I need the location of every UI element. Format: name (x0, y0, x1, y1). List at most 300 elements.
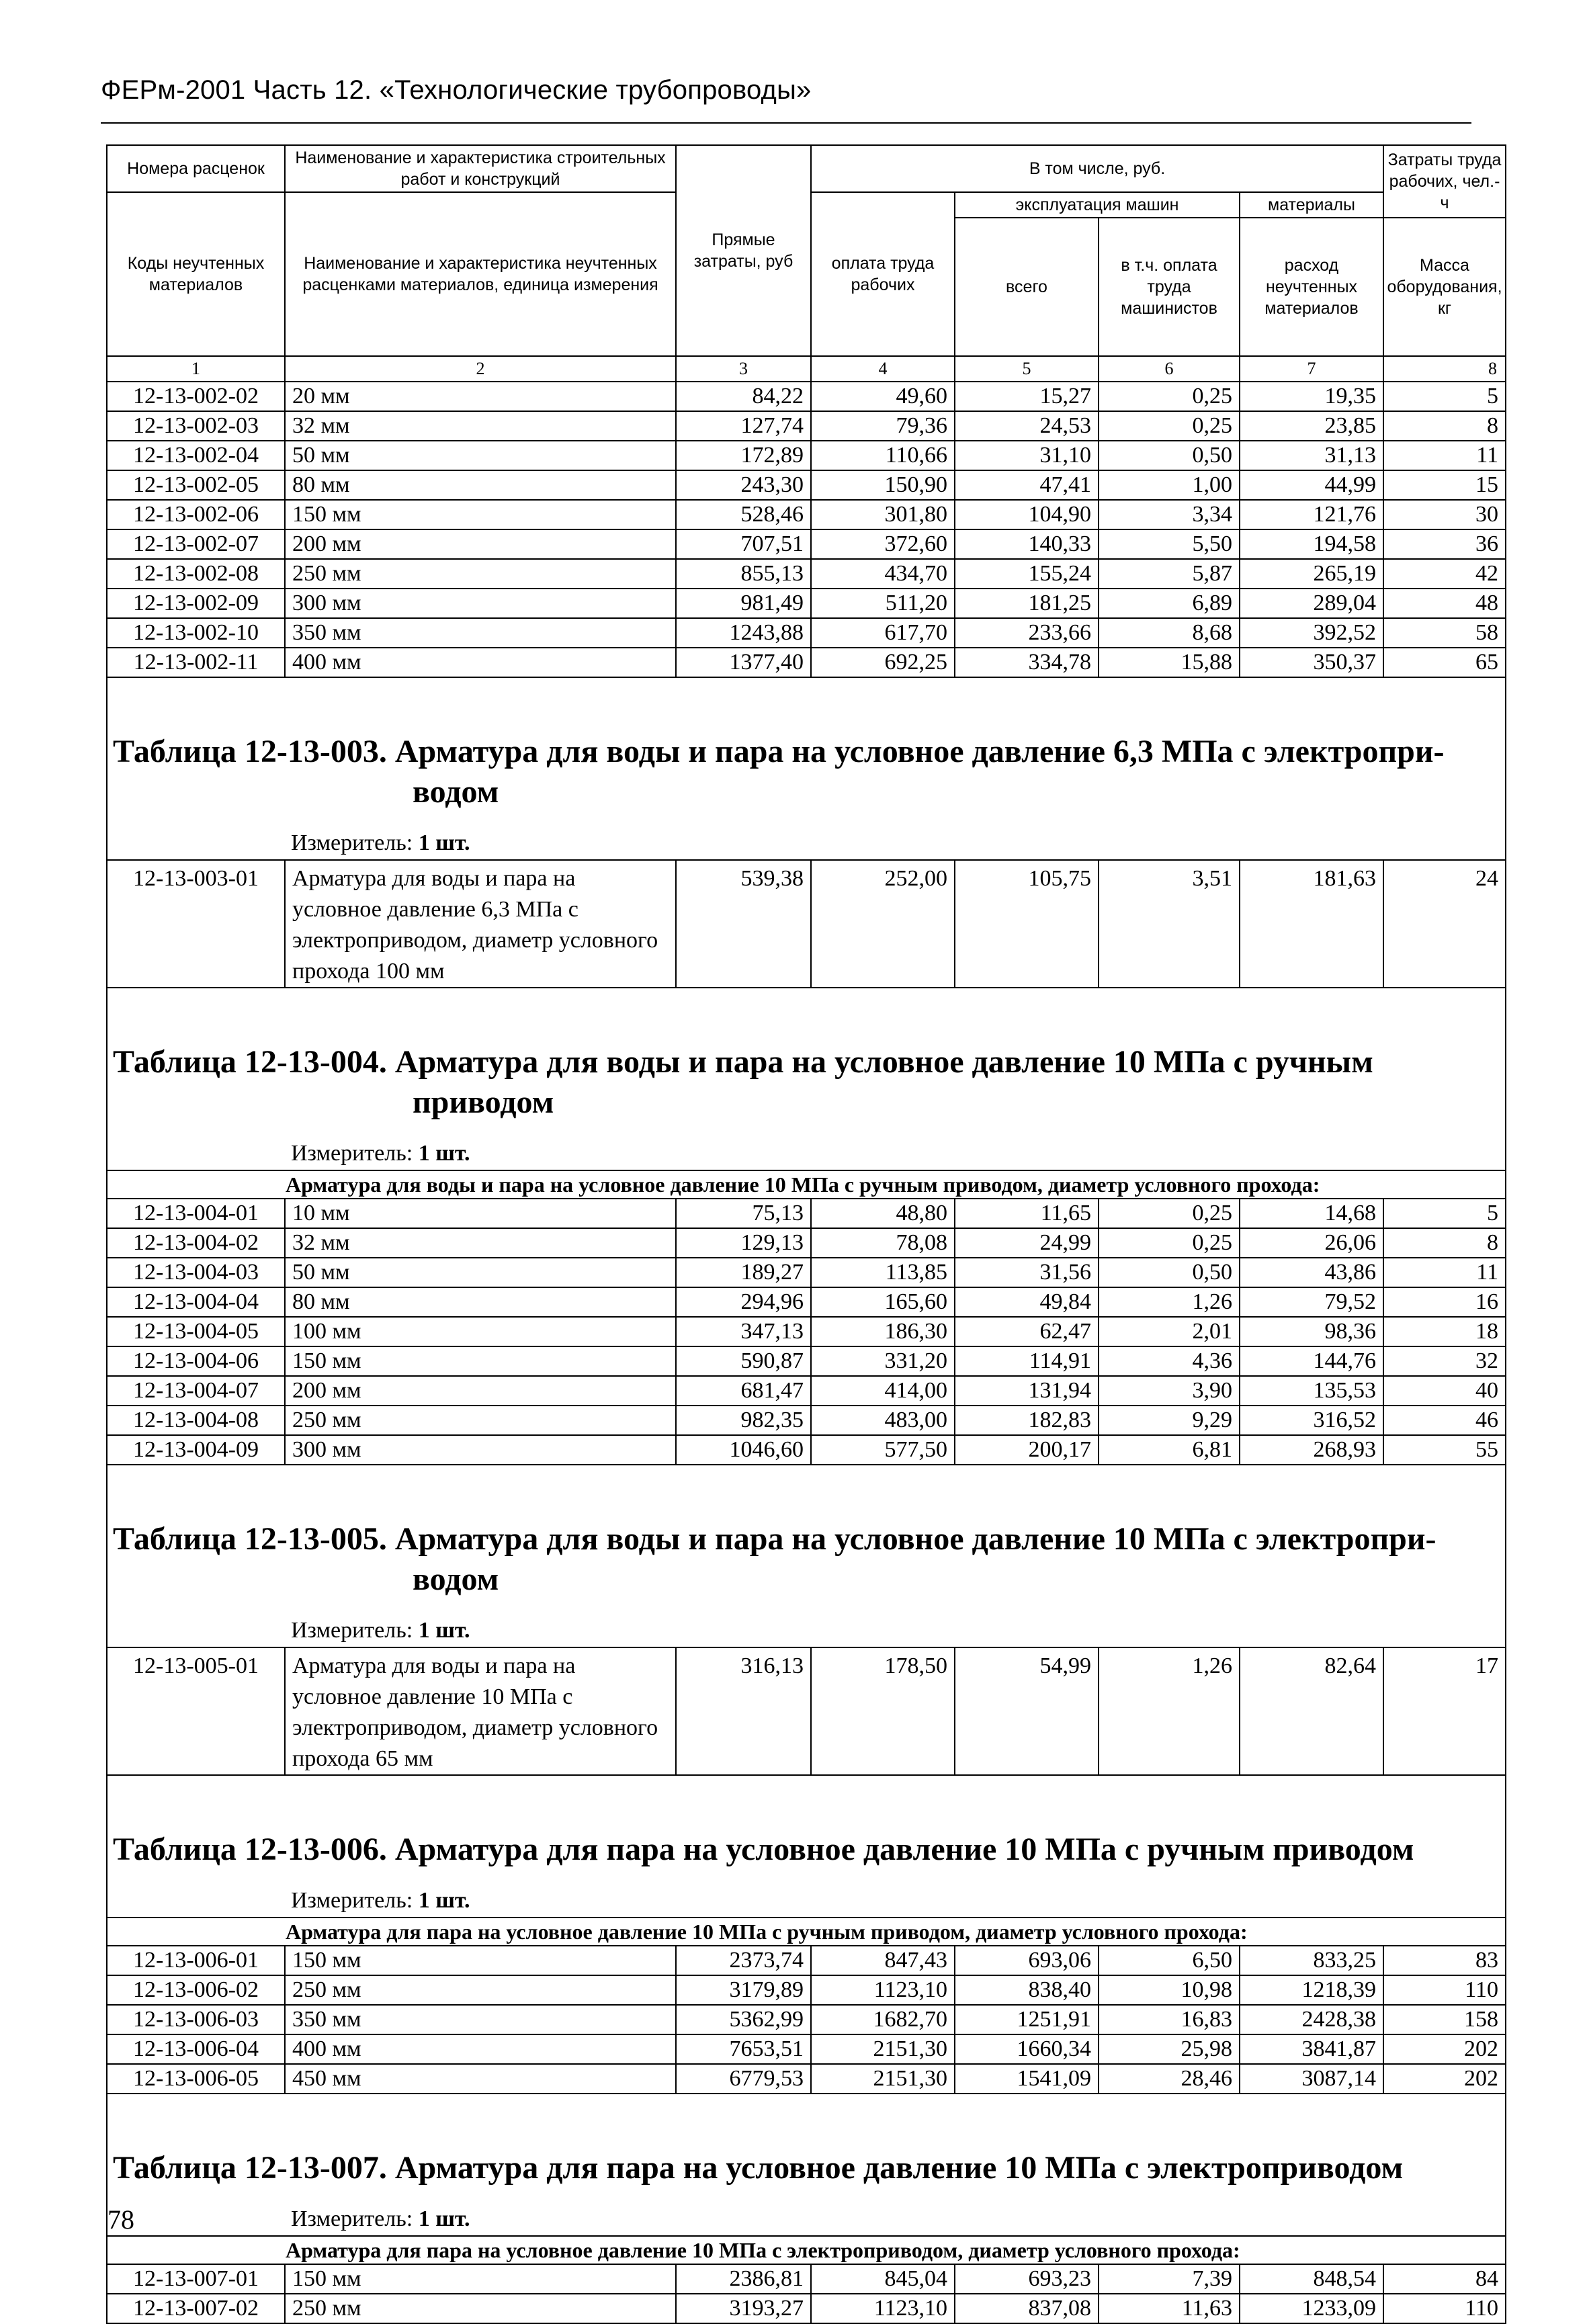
value-cell: 62,47 (955, 1317, 1099, 1346)
value-cell: 331,20 (811, 1346, 955, 1376)
value-cell: 8,68 (1099, 618, 1240, 648)
gap-cell (107, 1775, 1506, 1789)
column-index-cell: 5 (955, 356, 1099, 382)
value-cell: 1682,70 (811, 2005, 955, 2034)
rate-code-cell: 12-13-005-01 (107, 1647, 285, 1775)
table-title (113, 2108, 1505, 2188)
rate-code-cell: 12-13-002-08 (107, 559, 285, 589)
value-cell: 25,98 (1099, 2034, 1240, 2064)
value-cell: 1123,10 (811, 1975, 955, 2005)
value-cell: 707,51 (676, 529, 811, 559)
value-cell: 847,43 (811, 1946, 955, 1975)
value-cell: 65 (1383, 648, 1506, 677)
value-cell: 24,99 (955, 1228, 1099, 1258)
value-cell: 31,13 (1240, 441, 1383, 470)
value-cell: 233,66 (955, 618, 1099, 648)
table-title (113, 1479, 1505, 1600)
value-cell: 372,60 (811, 529, 955, 559)
value-cell: 47,41 (955, 470, 1099, 500)
running-header: ФЕРм-2001 Часть 12. «Технологические трубопроводы» (101, 75, 812, 105)
table-row (107, 529, 1506, 559)
value-cell: 31,56 (955, 1258, 1099, 1287)
table-caption-row (107, 1789, 1506, 1918)
value-cell: 3841,87 (1240, 2034, 1383, 2064)
table-gap (107, 1465, 1506, 1479)
measure-unit (291, 2206, 1505, 2235)
value-cell: 434,70 (811, 559, 955, 589)
group-header-row (107, 2236, 1506, 2264)
value-cell: 837,08 (955, 2294, 1099, 2323)
col2-header-bottom: Наименование и характеристика неучтенных расценками материалов, единица измерения (285, 192, 676, 356)
value-cell: 294,96 (676, 1287, 811, 1317)
value-cell: 144,76 (1240, 1346, 1383, 1376)
group-header-cell: Арматура для пара на условное давление 10 МПа с ручным приводом, диаметр условного прохода: (107, 1918, 1506, 1946)
value-cell: 48,80 (811, 1199, 955, 1228)
value-cell: 5,87 (1099, 559, 1240, 589)
item-name-cell: 350 мм (285, 618, 676, 648)
rate-code-cell: 12-13-006-03 (107, 2005, 285, 2034)
value-cell: 3179,89 (676, 1975, 811, 2005)
value-cell: 49,60 (811, 382, 955, 411)
value-cell: 165,60 (811, 1287, 955, 1317)
value-cell: 82,64 (1240, 1647, 1383, 1775)
value-cell: 528,46 (676, 500, 811, 529)
rate-code-cell: 12-13-004-08 (107, 1406, 285, 1435)
rate-code-cell: 12-13-006-05 (107, 2064, 285, 2094)
value-cell: 7,39 (1099, 2264, 1240, 2294)
table-row (107, 382, 1506, 411)
measure-label: Измеритель: (291, 2206, 413, 2231)
value-cell: 981,49 (676, 589, 811, 618)
item-name-cell: 50 мм (285, 441, 676, 470)
value-cell: 113,85 (811, 1258, 955, 1287)
mass-header: Масса оборудования, кг (1383, 218, 1506, 356)
table-row (107, 2264, 1506, 2294)
value-cell: 75,13 (676, 1199, 811, 1228)
value-cell: 617,70 (811, 618, 955, 648)
table-row (107, 1975, 1506, 2005)
table-title-line2: водом (413, 774, 499, 810)
value-cell: 252,00 (811, 860, 955, 988)
item-name-cell: 150 мм (285, 500, 676, 529)
group-header-cell: Арматура для пара на условное давление 10 МПа с электроприводом, диаметр условного прохода: (107, 2236, 1506, 2264)
item-name-cell: Арматура для воды и пара на условное давление 10 МПа с электроприводом, диаметр условного прохода 65 мм (285, 1647, 676, 1775)
value-cell: 131,94 (955, 1376, 1099, 1406)
value-cell: 693,06 (955, 1946, 1099, 1975)
value-cell: 982,35 (676, 1406, 811, 1435)
table-row (107, 589, 1506, 618)
item-name-cell: 250 мм (285, 559, 676, 589)
value-cell: 3193,27 (676, 2294, 811, 2323)
item-name-cell: 80 мм (285, 470, 676, 500)
value-cell: 58 (1383, 618, 1506, 648)
rate-code-cell: 12-13-007-01 (107, 2264, 285, 2294)
table-title-line2: приводом (413, 1084, 554, 1120)
table-gap (107, 988, 1506, 1002)
value-cell: 334,78 (955, 648, 1099, 677)
value-cell: 590,87 (676, 1346, 811, 1376)
value-cell: 265,19 (1240, 559, 1383, 589)
column-index-cell: 6 (1099, 356, 1240, 382)
value-cell: 3,34 (1099, 500, 1240, 529)
table-title-line1: Таблица 12-13-006. Арматура для пара на условное давление 10 МПа с ручным приводом (113, 1832, 1414, 1867)
table-title-line1: Таблица 12-13-007. Арматура для пара на условное давление 10 МПа с электроприводом (113, 2150, 1404, 2186)
table-row (107, 2005, 1506, 2034)
item-name-cell: 250 мм (285, 1406, 676, 1435)
value-cell: 11,65 (955, 1199, 1099, 1228)
value-cell: 2151,30 (811, 2064, 955, 2094)
table-caption-cell (107, 691, 1506, 860)
value-cell: 301,80 (811, 500, 955, 529)
value-cell: 1046,60 (676, 1435, 811, 1465)
value-cell: 48 (1383, 589, 1506, 618)
value-cell: 15,88 (1099, 648, 1240, 677)
table-row (107, 2064, 1506, 2094)
value-cell: 1377,40 (676, 648, 811, 677)
rate-code-cell: 12-13-004-03 (107, 1258, 285, 1287)
table-title (113, 1002, 1505, 1123)
rate-code-cell: 12-13-003-01 (107, 860, 285, 988)
value-cell: 83 (1383, 1946, 1506, 1975)
rate-code-cell: 12-13-004-02 (107, 1228, 285, 1258)
table-title (113, 691, 1505, 812)
value-cell: 49,84 (955, 1287, 1099, 1317)
value-cell: 202 (1383, 2064, 1506, 2094)
value-cell: 0,25 (1099, 1228, 1240, 1258)
value-cell: 98,36 (1240, 1317, 1383, 1346)
value-cell: 0,50 (1099, 1258, 1240, 1287)
value-cell: 36 (1383, 529, 1506, 559)
value-cell: 2373,74 (676, 1946, 811, 1975)
gap-cell (107, 1465, 1506, 1479)
table-row (107, 1946, 1506, 1975)
price-table-container (106, 144, 1505, 2324)
table-caption-row (107, 2108, 1506, 2236)
group-header-row (107, 1918, 1506, 1946)
table-caption-row (107, 1479, 1506, 1647)
item-name-cell: 400 мм (285, 2034, 676, 2064)
value-cell: 55 (1383, 1435, 1506, 1465)
value-cell: 5 (1383, 1199, 1506, 1228)
value-cell: 19,35 (1240, 382, 1383, 411)
value-cell: 30 (1383, 500, 1506, 529)
value-cell: 40 (1383, 1376, 1506, 1406)
value-cell: 23,85 (1240, 411, 1383, 441)
item-name-cell: 80 мм (285, 1287, 676, 1317)
value-cell: 202 (1383, 2034, 1506, 2064)
value-cell: 2428,38 (1240, 2005, 1383, 2034)
value-cell: 54,99 (955, 1647, 1099, 1775)
table-row (107, 500, 1506, 529)
table-row (107, 1228, 1506, 1258)
value-cell: 316,13 (676, 1647, 811, 1775)
included-header: В том числе, руб. (811, 145, 1383, 192)
value-cell: 1,00 (1099, 470, 1240, 500)
gap-cell (107, 988, 1506, 1002)
value-cell: 181,63 (1240, 860, 1383, 988)
rate-code-cell: 12-13-002-05 (107, 470, 285, 500)
table-row (107, 1435, 1506, 1465)
value-cell: 2386,81 (676, 2264, 811, 2294)
value-cell: 1251,91 (955, 2005, 1099, 2034)
value-cell: 8 (1383, 1228, 1506, 1258)
machines-header: эксплуатация машин (955, 192, 1240, 218)
value-cell: 2,01 (1099, 1317, 1240, 1346)
table-row (107, 618, 1506, 648)
value-cell: 483,00 (811, 1406, 955, 1435)
value-cell: 1243,88 (676, 618, 811, 648)
value-cell: 9,29 (1099, 1406, 1240, 1435)
item-name-cell: 150 мм (285, 1946, 676, 1975)
value-cell: 155,24 (955, 559, 1099, 589)
table-row (107, 559, 1506, 589)
measure-label: Измеритель: (291, 1888, 413, 1913)
value-cell: 17 (1383, 1647, 1506, 1775)
table-row (107, 2294, 1506, 2323)
value-cell: 110,66 (811, 441, 955, 470)
table-title-line1: Таблица 12-13-003. Арматура для воды и пара на условное давление 6,3 МПа с электропри- (113, 734, 1445, 769)
value-cell: 79,52 (1240, 1287, 1383, 1317)
labor-header: Затраты труда рабочих, чел.-ч (1383, 145, 1506, 218)
gap-cell (107, 2094, 1506, 2108)
value-cell: 15 (1383, 470, 1506, 500)
measure-label: Измеритель: (291, 1618, 413, 1643)
col3-header: Прямые затраты, руб (676, 145, 811, 356)
value-cell: 150,90 (811, 470, 955, 500)
value-cell: 5362,99 (676, 2005, 811, 2034)
measure-value: 1 шт. (418, 2206, 470, 2231)
gap-cell (107, 677, 1506, 691)
measure-value: 1 шт. (418, 830, 470, 855)
rate-code-cell: 12-13-007-02 (107, 2294, 285, 2323)
value-cell: 84 (1383, 2264, 1506, 2294)
value-cell: 1,26 (1099, 1647, 1240, 1775)
machines-total-header: всего (955, 218, 1099, 356)
value-cell: 845,04 (811, 2264, 955, 2294)
item-name-cell: 200 мм (285, 1376, 676, 1406)
value-cell: 10,98 (1099, 1975, 1240, 2005)
price-table (106, 144, 1506, 2324)
value-cell: 6,50 (1099, 1946, 1240, 1975)
item-name-cell: 300 мм (285, 589, 676, 618)
value-cell: 158 (1383, 2005, 1506, 2034)
materials-sub-header: расход неучтенных материалов (1240, 218, 1383, 356)
value-cell: 182,83 (955, 1406, 1099, 1435)
value-cell: 14,68 (1240, 1199, 1383, 1228)
value-cell: 3,51 (1099, 860, 1240, 988)
item-name-cell: 100 мм (285, 1317, 676, 1346)
value-cell: 7653,51 (676, 2034, 811, 2064)
rate-code-cell: 12-13-002-04 (107, 441, 285, 470)
value-cell: 129,13 (676, 1228, 811, 1258)
value-cell: 11,63 (1099, 2294, 1240, 2323)
rate-code-cell: 12-13-002-06 (107, 500, 285, 529)
column-index-cell: 1 (107, 356, 285, 382)
table-title-line1: Таблица 12-13-005. Арматура для воды и пара на условное давление 10 МПа с электропри- (113, 1521, 1436, 1557)
value-cell: 189,27 (676, 1258, 811, 1287)
table-row (107, 1258, 1506, 1287)
value-cell: 6779,53 (676, 2064, 811, 2094)
measure-unit (291, 1617, 1505, 1647)
value-cell: 350,37 (1240, 648, 1383, 677)
wages-header: оплата труда рабочих (811, 192, 955, 356)
value-cell: 848,54 (1240, 2264, 1383, 2294)
value-cell: 194,58 (1240, 529, 1383, 559)
value-cell: 414,00 (811, 1376, 955, 1406)
col2-header-top: Наименование и характеристика строительных работ и конструкций (285, 145, 676, 192)
item-name-cell: 300 мм (285, 1435, 676, 1465)
page-number: 78 (108, 2204, 134, 2235)
table-caption-cell (107, 1002, 1506, 1170)
value-cell: 200,17 (955, 1435, 1099, 1465)
table-gap (107, 677, 1506, 691)
value-cell: 42 (1383, 559, 1506, 589)
table-caption-cell (107, 2108, 1506, 2236)
value-cell: 79,36 (811, 411, 955, 441)
item-name-cell: 150 мм (285, 1346, 676, 1376)
column-index-cell: 3 (676, 356, 811, 382)
item-name-cell: 32 мм (285, 411, 676, 441)
value-cell: 3087,14 (1240, 2064, 1383, 2094)
rate-code-cell: 12-13-002-02 (107, 382, 285, 411)
rate-code-cell: 12-13-006-01 (107, 1946, 285, 1975)
table-title-line1: Таблица 12-13-004. Арматура для воды и пара на условное давление 10 МПа с ручным (113, 1044, 1373, 1080)
value-cell: 84,22 (676, 382, 811, 411)
value-cell: 3,90 (1099, 1376, 1240, 1406)
item-name-cell: Арматура для воды и пара на условное давление 6,3 МПа с электроприводом, диаметр условного прохода 100 мм (285, 860, 676, 988)
value-cell: 11 (1383, 1258, 1506, 1287)
machines-wages-header: в т.ч. оплата труда машинистов (1099, 218, 1240, 356)
table-row (107, 1287, 1506, 1317)
value-cell: 6,81 (1099, 1435, 1240, 1465)
group-header-cell: Арматура для воды и пара на условное давление 10 МПа с ручным приводом, диаметр условного прохода: (107, 1170, 1506, 1199)
table-caption-cell (107, 1789, 1506, 1918)
value-cell: 44,99 (1240, 470, 1383, 500)
value-cell: 1541,09 (955, 2064, 1099, 2094)
item-name-cell: 20 мм (285, 382, 676, 411)
value-cell: 681,47 (676, 1376, 811, 1406)
measure-unit (291, 830, 1505, 859)
value-cell: 127,74 (676, 411, 811, 441)
value-cell: 110 (1383, 1975, 1506, 2005)
value-cell: 181,25 (955, 589, 1099, 618)
value-cell: 16,83 (1099, 2005, 1240, 2034)
value-cell: 268,93 (1240, 1435, 1383, 1465)
value-cell: 0,50 (1099, 441, 1240, 470)
table-caption-row (107, 1002, 1506, 1170)
value-cell: 135,53 (1240, 1376, 1383, 1406)
value-cell: 539,38 (676, 860, 811, 988)
column-index-cell: 7 (1240, 356, 1383, 382)
table-gap (107, 1775, 1506, 1789)
rate-code-cell: 12-13-004-04 (107, 1287, 285, 1317)
measure-label: Измеритель: (291, 830, 413, 855)
group-header-row (107, 1170, 1506, 1199)
item-name-cell: 250 мм (285, 2294, 676, 2323)
table-caption-cell (107, 1479, 1506, 1647)
value-cell: 24 (1383, 860, 1506, 988)
item-name-cell: 50 мм (285, 1258, 676, 1287)
column-index-cell: 2 (285, 356, 676, 382)
table-title (113, 1789, 1505, 1870)
value-cell: 833,25 (1240, 1946, 1383, 1975)
measure-value: 1 шт. (418, 1141, 470, 1166)
table-row (107, 2034, 1506, 2064)
col1-header-top: Номера расценок (107, 145, 285, 192)
value-cell: 31,10 (955, 441, 1099, 470)
table-gap (107, 2094, 1506, 2108)
item-name-cell: 200 мм (285, 529, 676, 559)
item-name-cell: 450 мм (285, 2064, 676, 2094)
value-cell: 78,08 (811, 1228, 955, 1258)
table-row (107, 441, 1506, 470)
value-cell: 243,30 (676, 470, 811, 500)
value-cell: 18 (1383, 1317, 1506, 1346)
value-cell: 121,76 (1240, 500, 1383, 529)
item-name-cell: 32 мм (285, 1228, 676, 1258)
rate-code-cell: 12-13-004-09 (107, 1435, 285, 1465)
value-cell: 693,23 (955, 2264, 1099, 2294)
table-row (107, 1317, 1506, 1346)
value-cell: 32 (1383, 1346, 1506, 1376)
table-row (107, 1199, 1506, 1228)
table-row (107, 411, 1506, 441)
value-cell: 110 (1383, 2294, 1506, 2323)
rate-code-cell: 12-13-004-07 (107, 1376, 285, 1406)
value-cell: 692,25 (811, 648, 955, 677)
value-cell: 1233,09 (1240, 2294, 1383, 2323)
rate-code-cell: 12-13-004-06 (107, 1346, 285, 1376)
item-name-cell: 150 мм (285, 2264, 676, 2294)
value-cell: 347,13 (676, 1317, 811, 1346)
value-cell: 1,26 (1099, 1287, 1240, 1317)
value-cell: 114,91 (955, 1346, 1099, 1376)
measure-value: 1 шт. (418, 1618, 470, 1643)
value-cell: 0,25 (1099, 411, 1240, 441)
value-cell: 392,52 (1240, 618, 1383, 648)
rate-code-cell: 12-13-004-01 (107, 1199, 285, 1228)
column-index-row (107, 356, 1506, 382)
value-cell: 8 (1383, 411, 1506, 441)
value-cell: 1123,10 (811, 2294, 955, 2323)
value-cell: 5,50 (1099, 529, 1240, 559)
value-cell: 43,86 (1240, 1258, 1383, 1287)
item-name-cell: 350 мм (285, 2005, 676, 2034)
column-index-cell: 8 (1383, 356, 1506, 382)
rate-code-cell: 12-13-002-10 (107, 618, 285, 648)
value-cell: 105,75 (955, 860, 1099, 988)
value-cell: 289,04 (1240, 589, 1383, 618)
table-row (107, 860, 1506, 988)
value-cell: 2151,30 (811, 2034, 955, 2064)
rate-code-cell: 12-13-002-09 (107, 589, 285, 618)
rate-code-cell: 12-13-002-07 (107, 529, 285, 559)
rate-code-cell: 12-13-004-05 (107, 1317, 285, 1346)
value-cell: 511,20 (811, 589, 955, 618)
rate-code-cell: 12-13-002-11 (107, 648, 285, 677)
table-row (107, 1346, 1506, 1376)
measure-value: 1 шт. (418, 1888, 470, 1913)
header-rule (101, 122, 1471, 124)
measure-unit (291, 1140, 1505, 1170)
table-row (107, 1406, 1506, 1435)
value-cell: 140,33 (955, 529, 1099, 559)
table-caption-row (107, 691, 1506, 860)
rate-code-cell: 12-13-002-03 (107, 411, 285, 441)
table-title-line2: водом (413, 1561, 499, 1597)
rate-code-cell: 12-13-006-02 (107, 1975, 285, 2005)
value-cell: 186,30 (811, 1317, 955, 1346)
